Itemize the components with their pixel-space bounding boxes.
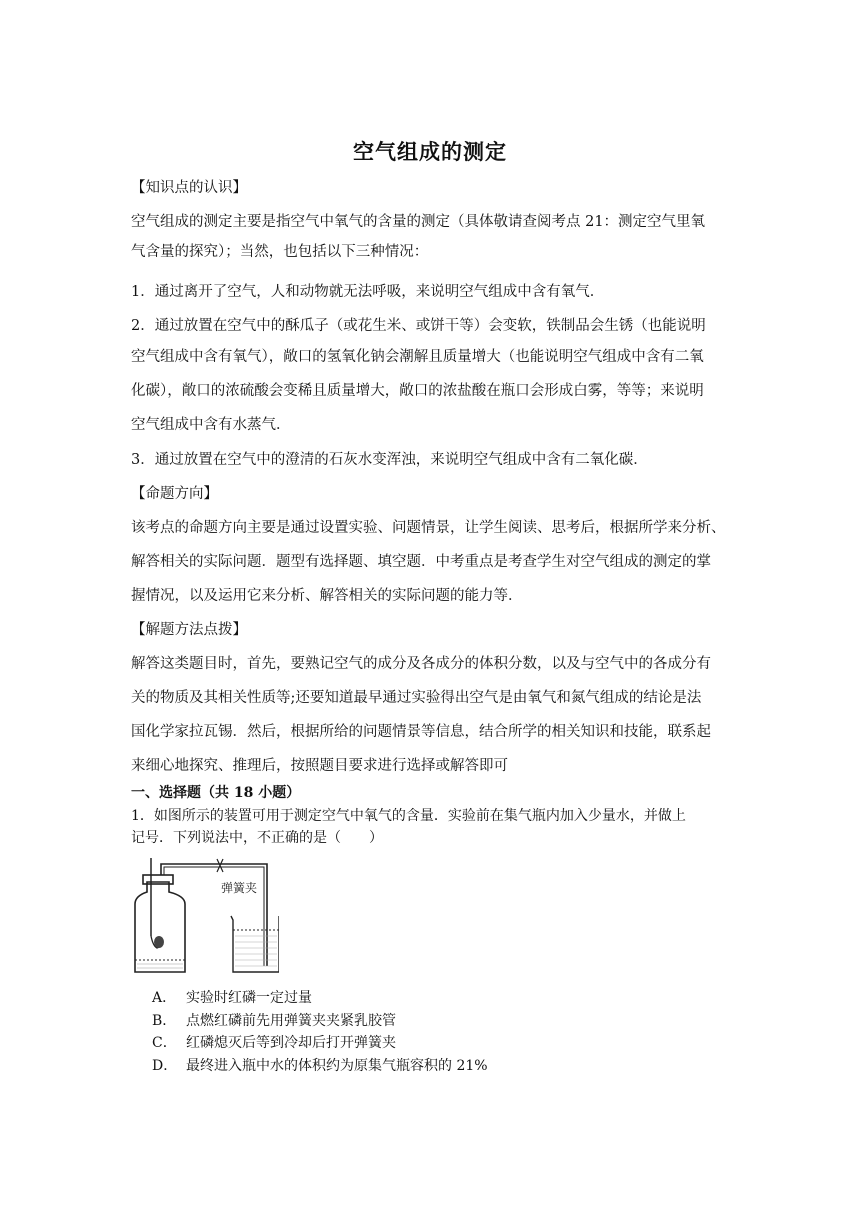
knowledge-line-4: 2．通过放置在空气中的酥瓜子（或花生米、或饼干等）会变软，铁制品会生锈（也能说明 [131,318,706,334]
option-c [152,1032,396,1052]
knowledge-heading: 【知识点的认识】 [131,180,247,196]
clamp-label: 弹簧夹 [221,881,258,895]
direction-heading: 【命题方向】 [131,486,218,502]
knowledge-line-6: 化碳），敞口的浓硫酸会变稀且质量增大，敞口的浓盐酸在瓶口会形成白雾，等等；来说明 [131,383,704,399]
option-a-letter: A． [152,990,177,1006]
option-b-letter: B． [152,1013,177,1029]
knowledge-line-2: 气含量的探究）；当然，也包括以下三种情况： [131,244,429,260]
page-title: 空气组成的测定 [353,139,507,164]
knowledge-line-5: 空气组成中含有氧气），敞口的氢氧化钠会潮解且质量增大（也能说明空气组成中含有二氧 [131,349,704,365]
method-line-4: 来细心地探究、推理后，按照题目要求进行选择或解答即可 [131,758,508,774]
option-d-letter: D． [152,1058,178,1074]
direction-line-3: 握情况，以及运用它来分析、解答相关的实际问题的能力等． [131,588,523,604]
apparatus-figure [129,856,279,974]
direction-line-1: 该考点的命题方向主要是通过设置实验、问题情景，让学生阅读、思考后，根据所学来分析、 [131,520,726,536]
knowledge-line-8: 3．通过放置在空气中的澄清的石灰水变浑浊，来说明空气组成中含有二氧化碳． [131,452,648,468]
method-heading: 【解题方法点拨】 [131,622,247,638]
section-title: 一、选择题（共 18 小题） [131,785,301,801]
option-d-text: 最终进入瓶中水的体积约为原集气瓶容积的 21% [186,1058,488,1074]
direction-line-2: 解答相关的实际问题．题型有选择题、填空题．中考重点是考查学生对空气组成的测定的掌 [131,554,711,570]
method-line-1: 解答这类题目时，首先，要熟记空气的成分及各成分的体积分数，以及与空气中的各成分有 [131,656,711,672]
method-line-2: 关的物质及其相关性质等;还要知道最早通过实验得出空气是由氧气和氮气组成的结论是法 [131,690,702,706]
option-b-text: 点燃红磷前先用弹簧夹夹紧乳胶管 [186,1013,396,1029]
knowledge-line-3: 1．通过离开了空气，人和动物就无法呼吸，来说明空气组成中含有氧气． [131,284,605,300]
option-a-text: 实验时红磷一定过量 [186,990,312,1006]
knowledge-line-7: 空气组成中含有水蒸气． [131,417,291,433]
method-line-3: 国化学家拉瓦锡．然后，根据所给的问题情景等信息，结合所学的相关知识和技能，联系起 [131,724,711,740]
option-a [152,987,312,1007]
question-1-line-2: 记号．下列说法中，不正确的是（ ） [131,830,383,846]
option-b [152,1010,396,1030]
option-c-letter: C． [152,1035,177,1051]
option-c-text: 红磷熄灭后等到冷却后打开弹簧夹 [186,1035,396,1051]
knowledge-line-1: 空气组成的测定主要是指空气中氧气的含量的测定（具体敬请查阅考点 21：测定空气里氧 [131,214,706,230]
option-d [152,1055,488,1075]
question-1-line-1: 1．如图所示的装置可用于测定空气中氧气的含量．实验前在集气瓶内加入少量水，并做上 [131,808,686,824]
